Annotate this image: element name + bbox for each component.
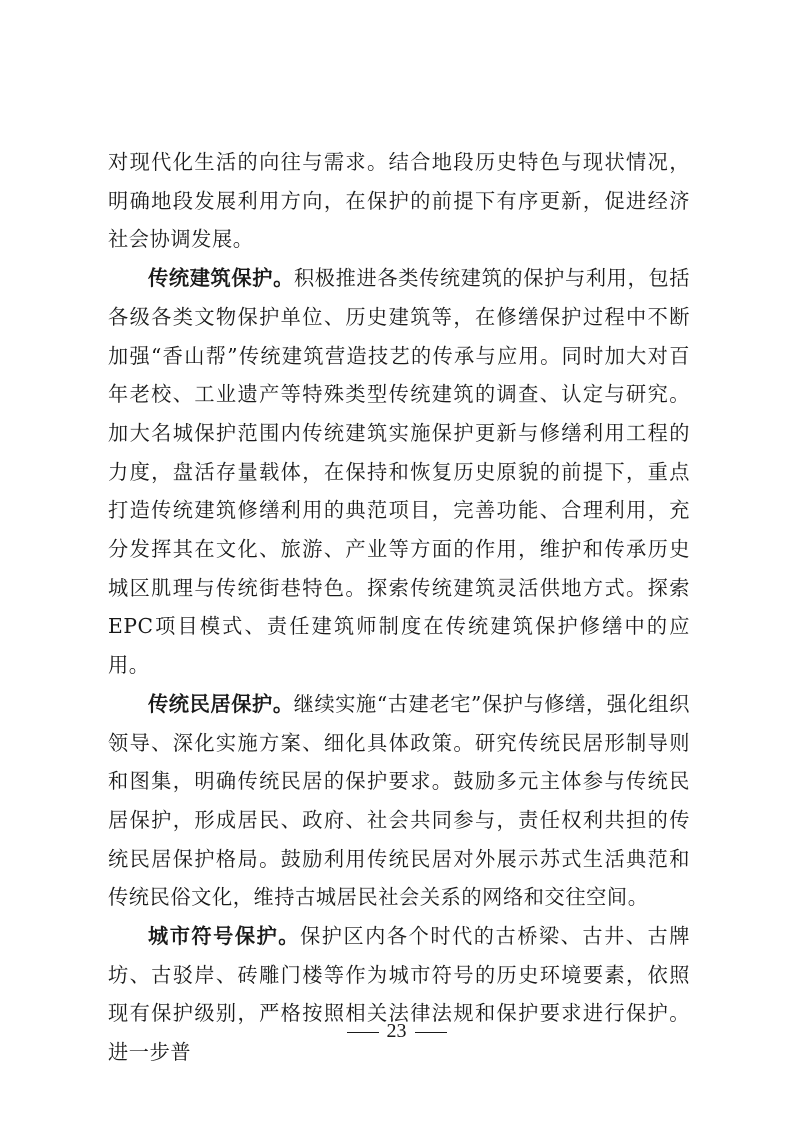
- footer-dash-right: [415, 1032, 447, 1033]
- paragraph-text: 保护区内各个时代的古桥梁、古井、古牌坊、古驳岸、砖雕门楼等作为城市符号的历史环境要素，依照现有保护级别，严格按照相关法律法规和保护要求进行保护。进一步普: [108, 924, 691, 1065]
- paragraph-text: 对现代化生活的向往与需求。结合地段历史特色与现状情况，明确地段发展利用方向，在保护的前提下有序更新，促进经济社会协调发展。: [108, 150, 690, 252]
- paragraph-heading: 城市符号保护。: [148, 924, 301, 949]
- paragraph-text: 继续实施“古建老宅”保护与修缮，强化组织领导、深化实施方案、细化具体政策。研究传统民居形制导则和图集，明确传统民居的保护要求。鼓励多元主体参与传统民居保护，形成居民、政府、社会共同参与，责任权利共担的传统民居保护格局。鼓励利用传统民居对外展示苏式生活典范和传统民俗文化，维持古城居民社会关系的网络和交往空间。: [108, 691, 690, 910]
- page-number: 23: [386, 1020, 407, 1042]
- paragraph-traditional-buildings: [108, 259, 690, 685]
- paragraph-text: 积极推进各类传统建筑的保护与利用，包括各级各类文物保护单位、历史建筑等，在修缮保护过程中不断加强“香山帮”传统建筑营造技艺的传承与应用。同时加大对百年老校、工业遗产等特殊类型传统建筑的调查、认定与研究。加大名城保护范围内传统建筑实施保护更新与修缮利用工程的力度，盘活存量载体，在保持和恢复历史原貌的前提下，重点打造传统建筑修缮利用的典范项目，完善功能、合理利用，充分发挥其在文化、旅游、产业等方面的作用，维护和传承历史城区肌理与传统街巷特色。探索传统建筑灵活供地方式。探索EPC项目模式、责任建筑师制度在传统建筑保护修缮中的应用。: [108, 266, 691, 678]
- paragraph-continuation: [108, 143, 690, 259]
- paragraph-traditional-dwellings: [108, 685, 690, 917]
- paragraph-heading: 传统建筑保护。: [148, 266, 294, 291]
- footer-dash-left: [347, 1032, 379, 1033]
- paragraph-heading: 传统民居保护。: [148, 691, 294, 716]
- document-body: [108, 143, 690, 1072]
- paragraph-city-symbols: [108, 917, 690, 1072]
- page-footer: [0, 1020, 793, 1043]
